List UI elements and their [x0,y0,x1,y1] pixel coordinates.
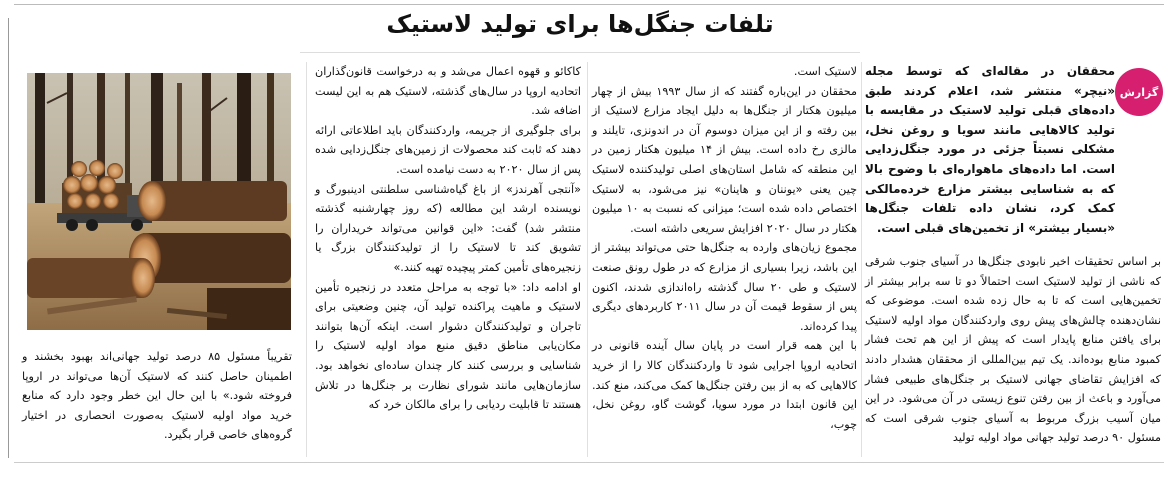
column-1-paragraph: بر اساس تحقیقات اخیر نابودی جنگل‌ها در آسیای جنوب شرقی که ناشی از تولید لاستیک است احتمالاً دو تا سه برابر بیشتر از تخمین‌هایی است که تا به حال زده شده است. موضوعی که نشان‌دهنده چالش‌های پیش روی واردکنندگان مواد اولیه لاستیک برای یافتن منابع پایدار است که پیش از این هم تحت فشار کمبود منابع بوده‌اند. یک تیم بین‌المللی از محققان هشدار دادند که افزایش تقاضای جهانی لاستیک بر جنگل‌های طبیعی فشار می‌آورد و باعث از بین رفتن تنوع زیستی در آن می‌شود. در این میان آسیب بزرگ مربوط به آسیای جنوب شرقی است که مسئول ۹۰ درصد تولید جهانی مواد اولیه تولید [865,255,1161,445]
logging-photo [27,73,291,330]
column-separator [306,62,307,457]
column-separator [587,62,588,457]
column-2-paragraph-4: با این همه قرار است در پایان سال آینده قانونی در اتحادیه اروپا اجرایی شود تا واردکنندگان کالا را از خرید کالاهایی که به از بین رفتن جنگل‌ها کمک می‌کند، منع کند. این قانون ابتدا در مورد سویا، گوشت گاو، روغن نخل، چوب، [592,339,857,431]
lead-paragraph [865,62,1115,235]
column-3-paragraph-1: کاکائو و قهوه اعمال می‌شد و به درخواست قانون‌گذاران اتحادیه اروپا در سال‌های گذشته، لاستیک هم به این لیست اضافه شد. [315,65,581,118]
column-3-paragraph-3: «آنتجی آهرندز» از باغ گیاه‌شناسی سلطنتی ادینبورگ و نویسنده ارشد این مطالعه (که روز چهارشنبه گذشته منتشر شد) گفت: «این قوانین می‌تواند خریداران را تشویق کند تا لاستیک را از تولیدکنندگان بزرگ یا زنجیره‌های تأمین کمتر پیچیده تهیه کنند.» [315,182,581,274]
column-2-paragraph-1: لاستیک است. [793,65,857,78]
logging-photo-illustration [27,73,291,330]
top-divider [14,4,1164,5]
column-4-paragraph-1: تقریباً مسئول ۸۵ درصد تولید جهانی‌اند بهبود بخشند و اطمینان حاصل کنند که لاستیک آن‌ها می‌تواند در اروپا فروخته شود.» با این حال این خطر وجود دارد که منابع خرید مواد اولیه لاستیک به‌صورت انحصاری در اختیار گروه‌های خاصی قرار بگیرد. [22,350,292,442]
column-4 [22,347,292,457]
column-2 [592,62,857,462]
left-margin-rule [8,18,9,458]
column-2-paragraph-2: محققان در این‌باره گفتند که از سال ۱۹۹۳ بیش از چهار میلیون هکتار از جنگل‌ها به دلیل ایجاد مزارع لاستیک از بین رفته و از این میزان دوسوم آن در اندونزی، تایلند و مالزی رخ داده است. بیش از ۱۴ میلیون هکتار زمین در این منطقه که شامل استان‌های اصلی تولیدکننده لاستیک چین یعنی «یوننان و هاینان» نیز می‌شود، به لاستیک اختصاص داده شده است؛ میزانی که نسبت به ۱۰ میلیون هکتار در سال ۲۰۲۰ افزایش سریعی داشته است. [592,84,858,235]
column-separator [861,62,862,457]
column-3-paragraph-4: او ادامه داد: «با توجه به مراحل متعدد در زنجیره تأمین لاستیک و ماهیت پراکنده تولید آن، چنین وضعیتی برای تاجران و تولیدکنندگان دشوار است. اینکه آن‌ها بتوانند مکان‌یابی مناطق دقیق منبع مواد اولیه لاستیک را شناسایی و بررسی کنند کار چندان ساده‌ای نخواهد بود. سازمان‌هایی مانند شورای نظارت بر جنگل‌ها در تلاش هستند تا قابلیت ردیابی را برای مالکان خرد که [315,280,581,412]
report-badge: گزارش [1115,68,1163,116]
column-3-paragraph-2: برای جلوگیری از جریمه، واردکنندگان باید اطلاعاتی ارائه دهند که ثابت کند محصولات از زمین‌های جنگل‌زدایی شده پس از سال ۲۰۲۰ به دست نیامده است. [315,123,581,176]
column-2-paragraph-3: مجموع زیان‌های وارده به جنگل‌ها حتی می‌تواند بیشتر از این باشد، زیرا بسیاری از مزارع که در طول رونق صنعت لاستیک و طی ۲۰ سال گذشته راه‌اندازی شدند، اکنون پس از سقوط قیمت آن در سال ۲۰۱۱ کاربردهای دیگری پیدا کرده‌اند. [592,241,857,333]
headline-underline [300,52,860,53]
column-3 [315,62,581,462]
lead-text: محققان در مقاله‌ای که توسط مجله «نیچر» منتشر شد، اعلام کردند طبق داده‌های قبلی تولید لاستیک در مقایسه با تولید کالاهایی مانند سویا و روغن نخل، مشکلی نسبتاً جزئی در مورد جنگل‌زدایی است. اما داده‌های ماهواره‌ای با وضوح بالا که به شناسایی بیشتر مزارع خرده‌مالکی کمک کرد، نشان داده تلفات جنگل‌ها «بسیار بیشتر» از تخمین‌های قبلی است. [865,64,1115,235]
bottom-divider [14,462,1164,463]
headline: تلفات جنگل‌ها برای تولید لاستیک [386,10,774,38]
column-1-body [865,252,1161,452]
